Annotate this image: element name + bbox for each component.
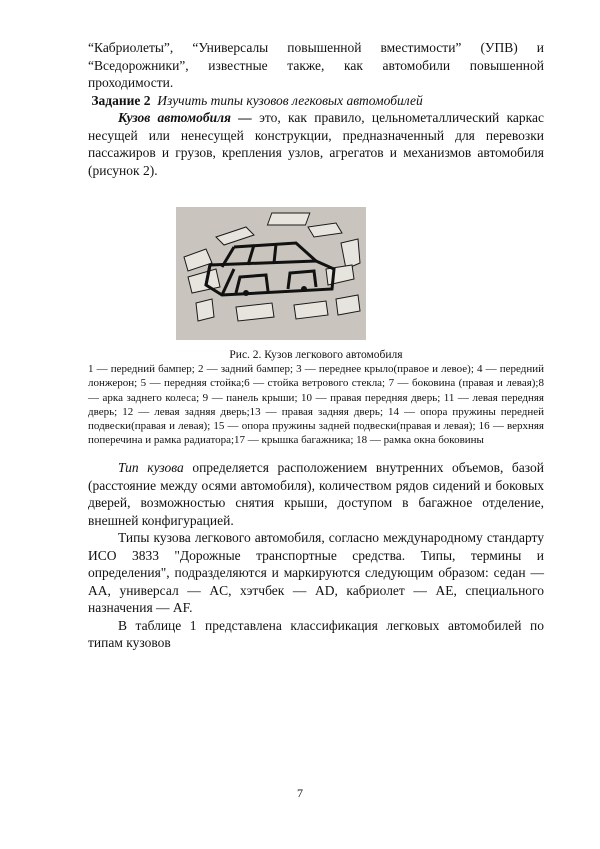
body-type-section xyxy=(88,459,544,652)
type-text: определяется расположением внутренних объемов, базой (расстояние между осями автомобиля), количеством рядов сидений и боковых дверей, возможностью снятия крыши, доступом в багажное отделение, внешней конфигурацией. xyxy=(88,460,544,528)
figure-caption: Рис. 2. Кузов легкового автомобиля xyxy=(229,349,403,361)
car-body-figure xyxy=(176,207,366,340)
body-definition-paragraph xyxy=(88,109,544,179)
page-body xyxy=(88,39,544,179)
standard-paragraph: Типы кузова легкового автомобиля, согласно международному стандарту ИСО 3833 "Дорожные транспортные средства. Типы, термины и определения", подразделяются и маркируются следующим образом: седан — AA, универсал — AC, хэтчбек — AD, кабриолет — AE, специального назначения — AF. xyxy=(88,530,544,615)
body-definition-text: это, как правило, цельнометаллический каркас несущей или ненесущей конструкции, предназначенный для перевозки пассажиров и грузов, крепления узлов, агрегатов и механизмов автомобиля (рисунок 2). xyxy=(88,110,545,178)
figure-legend: 1 — передний бампер; 2 — задний бампер; 3 — переднее крыло(правое и левое); 4 — передний лонжерон; 5 — передняя стойка;6 — стойка ветрового стекла; 7 — боковина (правая и левая);8 — арка заднего колеса; 9 — панель крыши; 10 — правая передняя дверь; 11 — левая передняя дверь; 12 — левая задняя дверь;13 — правая задняя дверь; 14 — опора пружины передней подвески(правая и левая); 15 — опора пружины задней подвески(правая и левая); 16 — верхняя поперечина и рамка радиатора;17 — крышка багажника; 18 — рамка окна боковины xyxy=(88,363,544,447)
type-term: Тип кузова xyxy=(118,460,184,475)
car-body-illustration xyxy=(176,207,366,340)
page-number: 7 xyxy=(297,786,303,800)
type-paragraph xyxy=(88,459,544,529)
table-reference-paragraph: В таблице 1 представлена классификация легковых автомобилей по типам кузовов xyxy=(88,617,544,650)
intro-paragraph: “Кабриолеты”, “Универсалы повышенной вместимости” (УПВ) и “Вседорожники”, известные также, как автомобили повышенной проходимости. xyxy=(88,40,544,90)
task-text: Изучить типы кузовов легковых автомобилей xyxy=(157,92,423,108)
body-term: Кузов автомобиля — xyxy=(118,110,252,125)
task-heading xyxy=(88,92,544,110)
task-label: Задание 2 xyxy=(91,92,151,108)
